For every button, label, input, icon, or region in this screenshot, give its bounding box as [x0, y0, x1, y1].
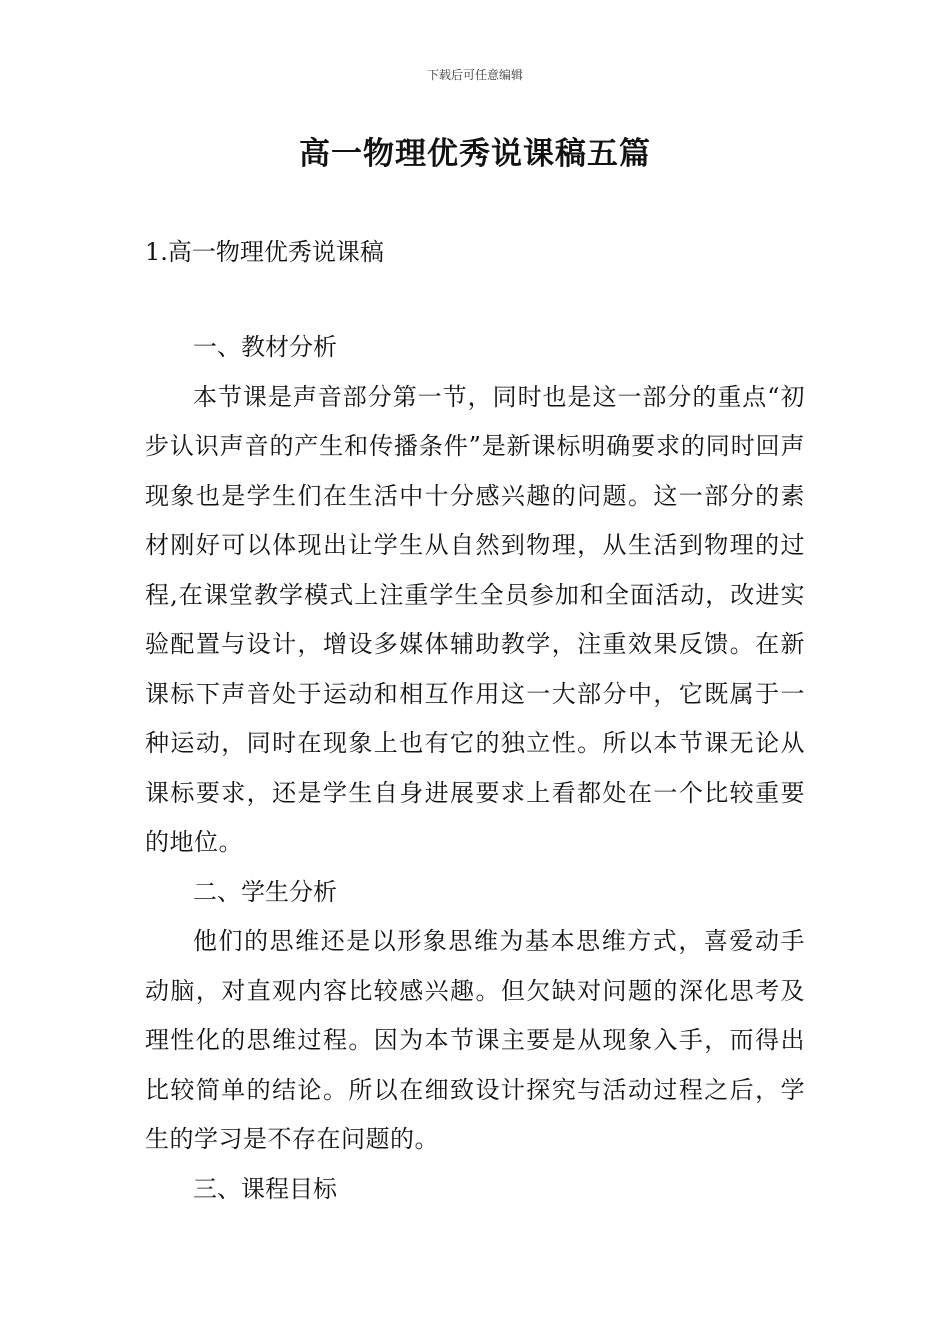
section-title: 1.高一物理优秀说课稿 [145, 238, 384, 266]
document-title: 高一物理优秀说课稿五篇 [299, 136, 651, 172]
header-note: 下载后可任意编辑 [426, 68, 523, 82]
heading-textbook-analysis: 一、教材分析 [193, 333, 337, 361]
paragraph-student-analysis: 他们的思维还是以形象思维为基本思维方式，喜爱动手动脑，对直观内容比较感兴趣。但欠缺对问题的深化思考及理性化的思维过程。因为本节课主要是从现象入手，而得出比较简单的结论。所以在细致设计探究与活动过程之后，学生的学习是不存在问题的。 [145, 927, 805, 1153]
paragraph-textbook-analysis: 本节课是声音部分第一节，同时也是这一部分的重点“初步认识声音的产生和传播条件”是新课标明确要求的同时回声现象也是学生们在生活中十分感兴趣的问题。这一部分的素材刚好可以体现出让学生从自然到物理，从生活到物理的过程,在课堂教学模式上注重学生全员参加和全面活动，改进实验配置与设计，增设多媒体辅助教学，注重效果反馈。在新课标下声音处于运动和相互作用这一大部分中，它既属于一种运动，同时在现象上也有它的独立性。所以本节课无论从课标要求，还是学生自身进展要求上看都处在一个比较重要的地位。 [145, 382, 805, 856]
heading-course-objectives: 三、课程目标 [193, 1174, 337, 1203]
heading-student-analysis: 二、学生分析 [193, 877, 337, 906]
document-body [145, 323, 805, 1214]
